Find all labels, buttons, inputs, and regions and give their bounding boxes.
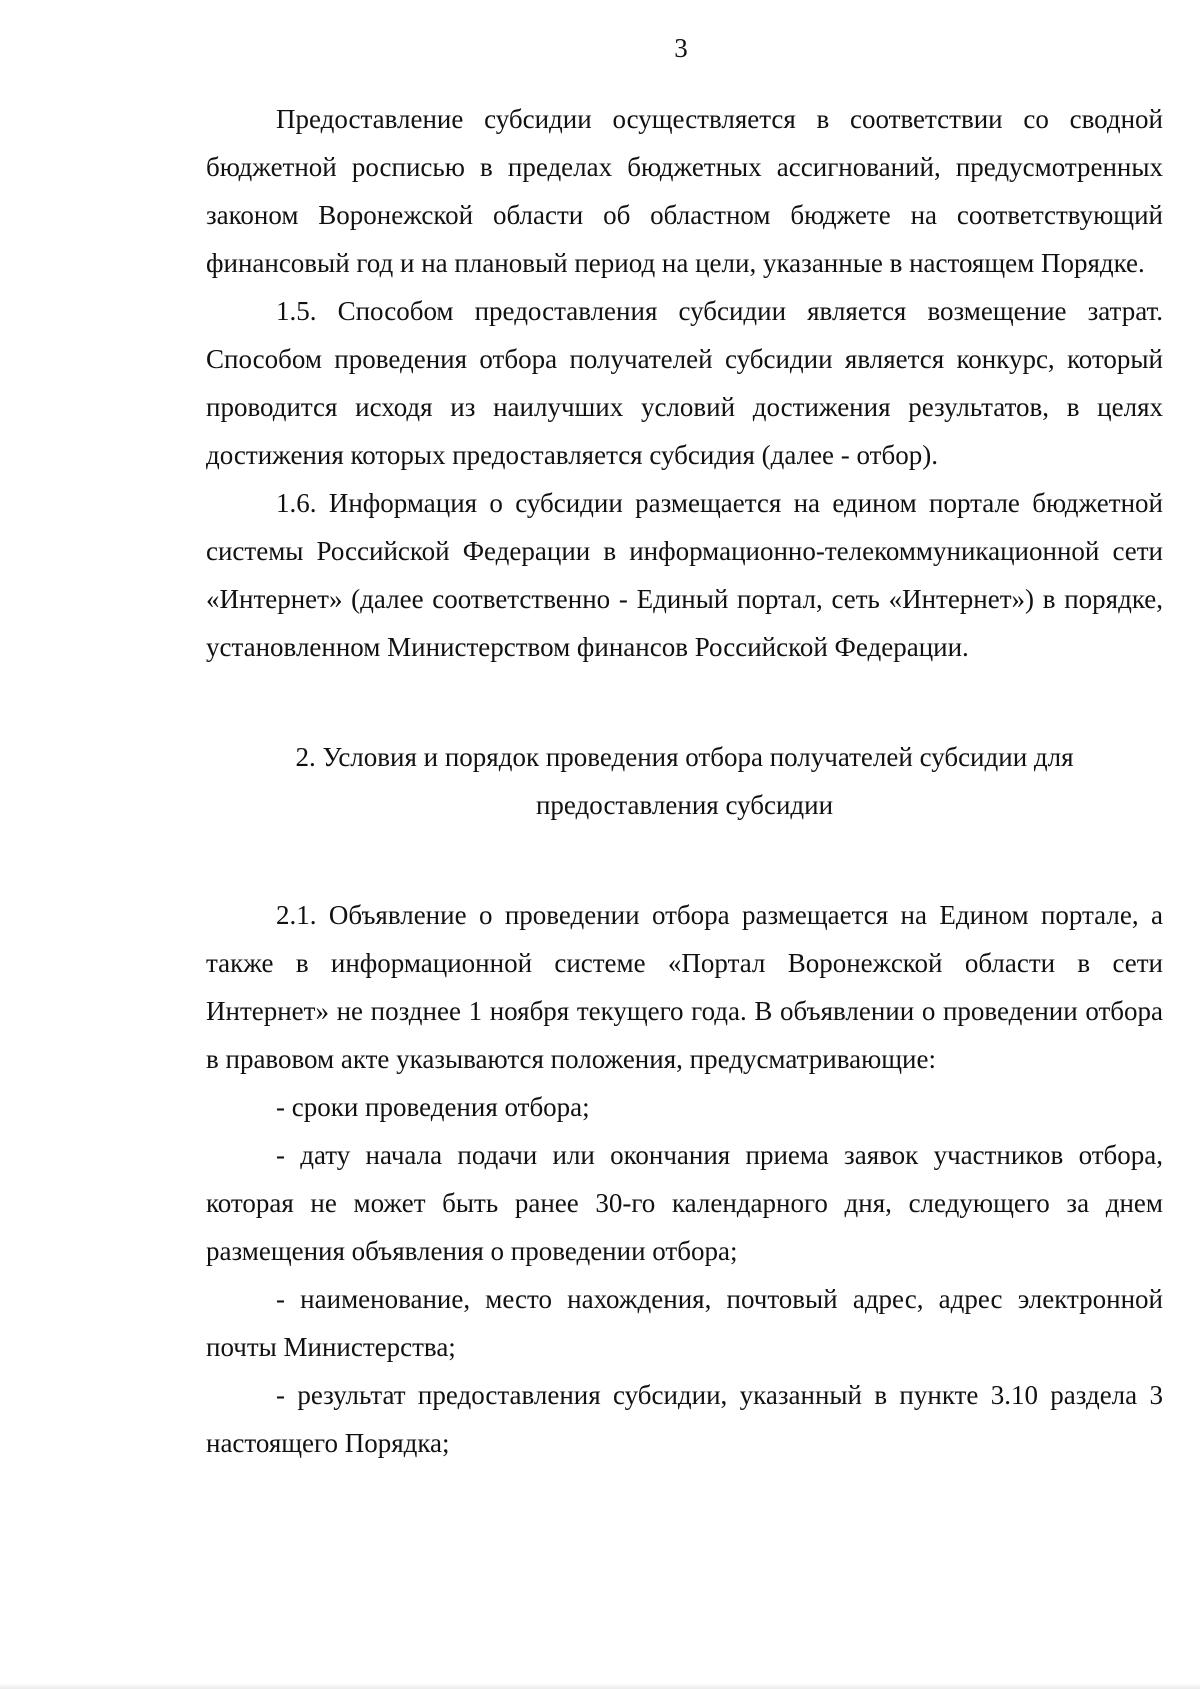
list-item-subsidy-result: - результат предоставления субсидии, указанный в пункте 3.10 раздела 3 настоящего Порядка;: [206, 1380, 1163, 1458]
paragraph-2-1: 2.1. Объявление о проведении отбора размещается на Едином портале, а также в информационной системе «Портал Воронежской области в сети Интернет» не позднее 1 ноября текущего года. В объявлении о проведении отбора в правовом акте указываются положения, предусматривающие:: [206, 900, 1163, 1074]
list-item-ministry-contacts: - наименование, место нахождения, почтовый адрес, адрес электронной почты Министерства;: [206, 1284, 1163, 1362]
paragraph-1-6: 1.6. Информация о субсидии размещается на едином портале бюджетной системы Российской Федерации в информационно-телекоммуникационной сети «Интернет» (далее соответственно - Единый портал, сеть «Интернет») в порядке, установленном Министерством финансов Российской Федерации.: [206, 488, 1163, 662]
page-number: 3: [674, 33, 688, 63]
section-heading-2: 2. Условия и порядок проведения отбора получателей субсидии для предоставления субсидии: [295, 742, 1074, 820]
list-item-selection-dates: - сроки проведения отбора;: [276, 1092, 590, 1122]
paragraph-1-5: 1.5. Способом предоставления субсидии является возмещение затрат. Способом проведения отбора получателей субсидии является конкурс, который проводится исходя из наилучших условий достижения результатов, в целях достижения которых предоставляется субсидия (далее - отбор).: [206, 296, 1163, 470]
paragraph-subsidy-provision: Предоставление субсидии осуществляется в соответствии со сводной бюджетной росписью в пределах бюджетных ассигнований, предусмотренных законом Воронежской области об областном бюджете на соответствующий финансовый год и на плановый период на цели, указанные в настоящем Порядке.: [206, 104, 1163, 278]
document-body: [206, 95, 1163, 1467]
list-item-application-dates: - дату начала подачи или окончания приема заявок участников отбора, которая не может быть ранее 30-го календарного дня, следующего за днем размещения объявления о проведении отбора;: [206, 1140, 1163, 1266]
scan-edge-shadow: [0, 1683, 1200, 1689]
